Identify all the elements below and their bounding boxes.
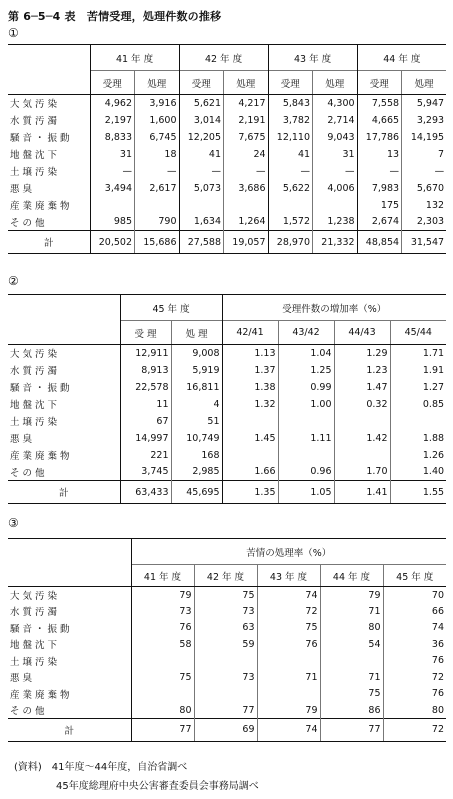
total-cell: 77	[131, 719, 194, 742]
table-cell: 79	[257, 702, 320, 719]
table-row	[8, 396, 446, 413]
table-cell: 9,043	[313, 129, 358, 146]
table-row	[8, 379, 446, 396]
table-row	[8, 587, 446, 604]
table-row	[8, 653, 446, 670]
table-cell: 1.45	[222, 430, 278, 447]
table-cell: 5,919	[171, 362, 222, 379]
table-cell: 1.27	[390, 379, 446, 396]
table-cell: 9,008	[171, 345, 222, 362]
total-label: 計	[8, 481, 120, 504]
table-row	[8, 112, 446, 129]
table-cell: 1,264	[224, 214, 269, 231]
table-cell: 3,494	[90, 180, 135, 197]
t3-year: 42 年 度	[194, 565, 257, 587]
row-label: 地盤沈下	[10, 150, 61, 161]
row-label: 産業廃棄物	[10, 451, 73, 462]
table-cell	[222, 413, 278, 430]
table-cell: 1,238	[313, 214, 358, 231]
t3-year: 41 年 度	[131, 565, 194, 587]
table-cell: 1.25	[278, 362, 334, 379]
table-cell: 4	[171, 396, 222, 413]
table-cell: 72	[257, 603, 320, 620]
row-label: 大気汚染	[10, 591, 61, 602]
table-cell: 5,843	[268, 95, 313, 112]
table-row	[8, 669, 446, 686]
table-cell: 1.23	[334, 362, 390, 379]
total-cell: 48,854	[357, 231, 402, 254]
t1-sub-accepted: 受理	[90, 71, 135, 95]
table-cell: 0.96	[278, 464, 334, 481]
table-cell	[320, 653, 383, 670]
table-cell: 2,617	[135, 180, 180, 197]
total-cell: 1.55	[390, 481, 446, 504]
section-marker-2: ②	[8, 274, 19, 288]
t3-year: 43 年 度	[257, 565, 320, 587]
table-cell	[278, 447, 334, 464]
table-row	[8, 603, 446, 620]
row-label: 悪臭	[10, 673, 36, 685]
table-cell	[224, 197, 269, 214]
table-cell: 3,782	[268, 112, 313, 129]
row-label: 悪臭	[10, 184, 36, 195]
table-cell: 41	[268, 146, 313, 163]
table-cell: 4,300	[313, 95, 358, 112]
t1-sub-processed: 処理	[402, 71, 447, 95]
table-cell: 5,622	[268, 180, 313, 197]
table-cell	[131, 686, 194, 703]
table-cell: 132	[402, 197, 447, 214]
table-cell: 24	[224, 146, 269, 163]
table-cell: 80	[131, 702, 194, 719]
table-cell: 3,014	[179, 112, 224, 129]
t2-rate-col: 44/43	[334, 321, 390, 345]
row-label: 地盤沈下	[10, 640, 61, 652]
table-row	[8, 129, 446, 146]
row-label: 土壌汚染	[10, 417, 61, 428]
row-label: 産業廃棄物	[10, 201, 73, 212]
table-cell: 17,786	[357, 129, 402, 146]
table-cell: 7,675	[224, 129, 269, 146]
table-cell: 1.70	[334, 464, 390, 481]
table-cell: 1.32	[222, 396, 278, 413]
table-row	[8, 197, 446, 214]
total-cell: 1.41	[334, 481, 390, 504]
total-row	[8, 481, 446, 504]
table-cell: 3,293	[402, 112, 447, 129]
table-row	[8, 702, 446, 719]
table-cell: 1.11	[278, 430, 334, 447]
table-cell	[179, 197, 224, 214]
table-cell: 31	[90, 146, 135, 163]
table-cell	[194, 653, 257, 670]
table-cell	[222, 447, 278, 464]
table-cell: 86	[320, 702, 383, 719]
table-cell	[334, 447, 390, 464]
t3-year: 45 年 度	[383, 565, 446, 587]
t2-sub-processed: 処 理	[171, 321, 222, 345]
table-cell: 2,714	[313, 112, 358, 129]
total-cell: 21,332	[313, 231, 358, 254]
table-cell: 1.40	[390, 464, 446, 481]
table-row	[8, 620, 446, 637]
table-row	[8, 163, 446, 180]
t1-year-44: 44 年 度	[357, 45, 446, 71]
table-row	[8, 180, 446, 197]
table-cell: 2,674	[357, 214, 402, 231]
table-title: 第 6─5─4 表 苦情受理，処理件数の推移	[8, 10, 222, 23]
row-label: 産業廃棄物	[10, 689, 73, 701]
table-cell: 1.04	[278, 345, 334, 362]
total-cell: 31,547	[402, 231, 447, 254]
table-cell	[257, 686, 320, 703]
table-cell: 1.26	[390, 447, 446, 464]
total-cell: 20,502	[90, 231, 135, 254]
table-cell: 36	[383, 636, 446, 653]
table-cell: 1,572	[268, 214, 313, 231]
t3-rate-title: 苦情の処理率（%）	[131, 539, 446, 565]
table-row	[8, 464, 446, 481]
table-cell: 14,195	[402, 129, 447, 146]
total-cell: 45,695	[171, 481, 222, 504]
table-cell: 1.91	[390, 362, 446, 379]
table-cell: —	[179, 163, 224, 180]
source-note-1: (資料) 41年度～44年度，自治省調べ	[14, 762, 188, 773]
row-label: 大気汚染	[10, 99, 61, 111]
table-cell	[313, 197, 358, 214]
table-cell: 0.99	[278, 379, 334, 396]
table-cell: 72	[383, 669, 446, 686]
table-cell: 76	[257, 636, 320, 653]
t2-sub-accepted: 受 理	[120, 321, 171, 345]
table-cell: 2,303	[402, 214, 447, 231]
t2-rate-col: 45/44	[390, 321, 446, 345]
table-cell: 10,749	[171, 430, 222, 447]
table-row	[8, 146, 446, 163]
table-cell: 1,634	[179, 214, 224, 231]
table-cell	[194, 686, 257, 703]
table-cell: 76	[383, 653, 446, 670]
table-cell: 8,833	[90, 129, 135, 146]
table-cell: 12,110	[268, 129, 313, 146]
table-cell: 175	[357, 197, 402, 214]
table-cell: 7	[402, 146, 447, 163]
table-cell: 7,558	[357, 95, 402, 112]
t1-sub-accepted: 受理	[357, 71, 402, 95]
total-label: 計	[8, 231, 90, 254]
table-cell: 54	[320, 636, 383, 653]
total-row	[8, 719, 446, 742]
table-cell: 73	[194, 603, 257, 620]
table-cell: 73	[194, 669, 257, 686]
t1-sub-processed: 処理	[224, 71, 269, 95]
table-cell: 80	[320, 620, 383, 637]
row-label: 水質汚濁	[10, 366, 61, 377]
table-cell: 1.38	[222, 379, 278, 396]
section-marker-1: ①	[8, 26, 19, 40]
table-cell: 76	[383, 686, 446, 703]
table-cell: 3,686	[224, 180, 269, 197]
t1-sub-accepted: 受理	[268, 71, 313, 95]
table-cell: 31	[313, 146, 358, 163]
table-cell: 1.42	[334, 430, 390, 447]
table-cell: 18	[135, 146, 180, 163]
table-cell: 790	[135, 214, 180, 231]
table-cell: 73	[131, 603, 194, 620]
table-cell	[390, 413, 446, 430]
row-label: その他	[10, 217, 48, 229]
table-cell: 1.71	[390, 345, 446, 362]
section-marker-3: ③	[8, 516, 19, 530]
table-cell: —	[224, 163, 269, 180]
table-cell: 13	[357, 146, 402, 163]
table-cell: 2,197	[90, 112, 135, 129]
row-label: 大気汚染	[10, 349, 61, 361]
t1-sub-processed: 処理	[313, 71, 358, 95]
table-cell: 51	[171, 413, 222, 430]
table-cell: 79	[131, 587, 194, 604]
table-cell	[90, 197, 135, 214]
table-cell: 74	[257, 587, 320, 604]
t2-rate-title: 受理件数の増加率（%）	[222, 295, 446, 321]
table-row	[8, 345, 446, 362]
row-label: 土壌汚染	[10, 167, 61, 178]
table-cell: 75	[194, 587, 257, 604]
total-label: 計	[8, 719, 131, 742]
table-cell: 1.37	[222, 362, 278, 379]
total-cell: 74	[257, 719, 320, 742]
table-row	[8, 447, 446, 464]
table-cell: 74	[383, 620, 446, 637]
table-cell: 4,665	[357, 112, 402, 129]
t3-year: 44 年 度	[320, 565, 383, 587]
row-label: 地盤沈下	[10, 400, 61, 411]
t1-year-41: 41 年 度	[90, 45, 179, 71]
table-3	[8, 538, 446, 742]
t1-sub-accepted: 受理	[179, 71, 224, 95]
table-cell: 11	[120, 396, 171, 413]
table-cell: 67	[120, 413, 171, 430]
row-label: 水質汚濁	[10, 607, 61, 619]
table-cell: —	[402, 163, 447, 180]
total-cell: 15,686	[135, 231, 180, 254]
table-cell: 22,578	[120, 379, 171, 396]
table-cell: 58	[131, 636, 194, 653]
t1-year-43: 43 年 度	[268, 45, 357, 71]
table-cell: 3,745	[120, 464, 171, 481]
row-label: 水質汚濁	[10, 116, 61, 127]
t1-year-42: 42 年 度	[179, 45, 268, 71]
table-cell	[334, 413, 390, 430]
total-cell: 28,970	[268, 231, 313, 254]
table-1	[8, 44, 446, 254]
table-cell	[268, 197, 313, 214]
table-cell: 5,670	[402, 180, 447, 197]
table-row	[8, 636, 446, 653]
row-label: 騒音・振動	[10, 623, 73, 635]
table-cell: 63	[194, 620, 257, 637]
table-2	[8, 294, 446, 504]
table-cell: 71	[320, 669, 383, 686]
table-cell: 16,811	[171, 379, 222, 396]
table-cell: 5,947	[402, 95, 447, 112]
table-cell: 79	[320, 587, 383, 604]
total-row	[8, 231, 446, 254]
table-cell: 75	[257, 620, 320, 637]
total-cell: 69	[194, 719, 257, 742]
table-cell: 0.85	[390, 396, 446, 413]
table-cell	[135, 197, 180, 214]
table-cell	[278, 413, 334, 430]
table-row	[8, 430, 446, 447]
table-cell: 2,191	[224, 112, 269, 129]
table-cell: 12,205	[179, 129, 224, 146]
table-cell: 1.29	[334, 345, 390, 362]
table-cell: 1.88	[390, 430, 446, 447]
table-cell: 8,913	[120, 362, 171, 379]
total-cell: 19,057	[224, 231, 269, 254]
total-cell: 63,433	[120, 481, 171, 504]
table-cell: 41	[179, 146, 224, 163]
total-cell: 72	[383, 719, 446, 742]
table-cell: 14,997	[120, 430, 171, 447]
table-cell: 4,217	[224, 95, 269, 112]
table-cell: 1.47	[334, 379, 390, 396]
total-cell: 1.35	[222, 481, 278, 504]
total-cell: 1.05	[278, 481, 334, 504]
table-cell: 76	[131, 620, 194, 637]
table-cell: 71	[257, 669, 320, 686]
t2-year-45: 45 年 度	[120, 295, 222, 321]
row-label: 土壌汚染	[10, 656, 61, 668]
table-row	[8, 413, 446, 430]
table-cell: 75	[131, 669, 194, 686]
table-row	[8, 362, 446, 379]
row-label: その他	[10, 706, 48, 717]
t1-sub-processed: 処理	[135, 71, 180, 95]
table-cell: 71	[320, 603, 383, 620]
row-label: その他	[10, 467, 48, 479]
table-cell: 66	[383, 603, 446, 620]
table-row	[8, 95, 446, 112]
table-cell	[131, 653, 194, 670]
row-label: 騒音・振動	[10, 383, 73, 394]
table-cell: 1.00	[278, 396, 334, 413]
table-cell: 1.13	[222, 345, 278, 362]
table-cell: 7,983	[357, 180, 402, 197]
table-cell: 77	[194, 702, 257, 719]
table-cell: 4,962	[90, 95, 135, 112]
table-cell: 5,073	[179, 180, 224, 197]
table-cell: 4,006	[313, 180, 358, 197]
table-cell: 6,745	[135, 129, 180, 146]
table-cell: 985	[90, 214, 135, 231]
table-cell: 2,985	[171, 464, 222, 481]
table-cell: 168	[171, 447, 222, 464]
table-cell: —	[268, 163, 313, 180]
table-cell: —	[313, 163, 358, 180]
table-row	[8, 214, 446, 231]
table-cell: 80	[383, 702, 446, 719]
t2-rate-col: 42/41	[222, 321, 278, 345]
table-cell: 12,911	[120, 345, 171, 362]
table-cell: 3,916	[135, 95, 180, 112]
table-cell: —	[357, 163, 402, 180]
table-cell: 70	[383, 587, 446, 604]
table-cell: 59	[194, 636, 257, 653]
row-label: 悪臭	[10, 434, 36, 445]
table-cell: —	[90, 163, 135, 180]
table-cell: —	[135, 163, 180, 180]
table-cell: 1.66	[222, 464, 278, 481]
row-label: 騒音・振動	[10, 133, 73, 144]
table-cell: 221	[120, 447, 171, 464]
t2-rate-col: 43/42	[278, 321, 334, 345]
table-cell	[257, 653, 320, 670]
table-cell: 0.32	[334, 396, 390, 413]
table-row	[8, 686, 446, 703]
total-cell: 77	[320, 719, 383, 742]
table-cell: 1,600	[135, 112, 180, 129]
table-cell: 75	[320, 686, 383, 703]
total-cell: 27,588	[179, 231, 224, 254]
source-note-2: 45年度総理府中央公害審査委員会事務局調べ	[56, 781, 259, 792]
table-cell: 5,621	[179, 95, 224, 112]
